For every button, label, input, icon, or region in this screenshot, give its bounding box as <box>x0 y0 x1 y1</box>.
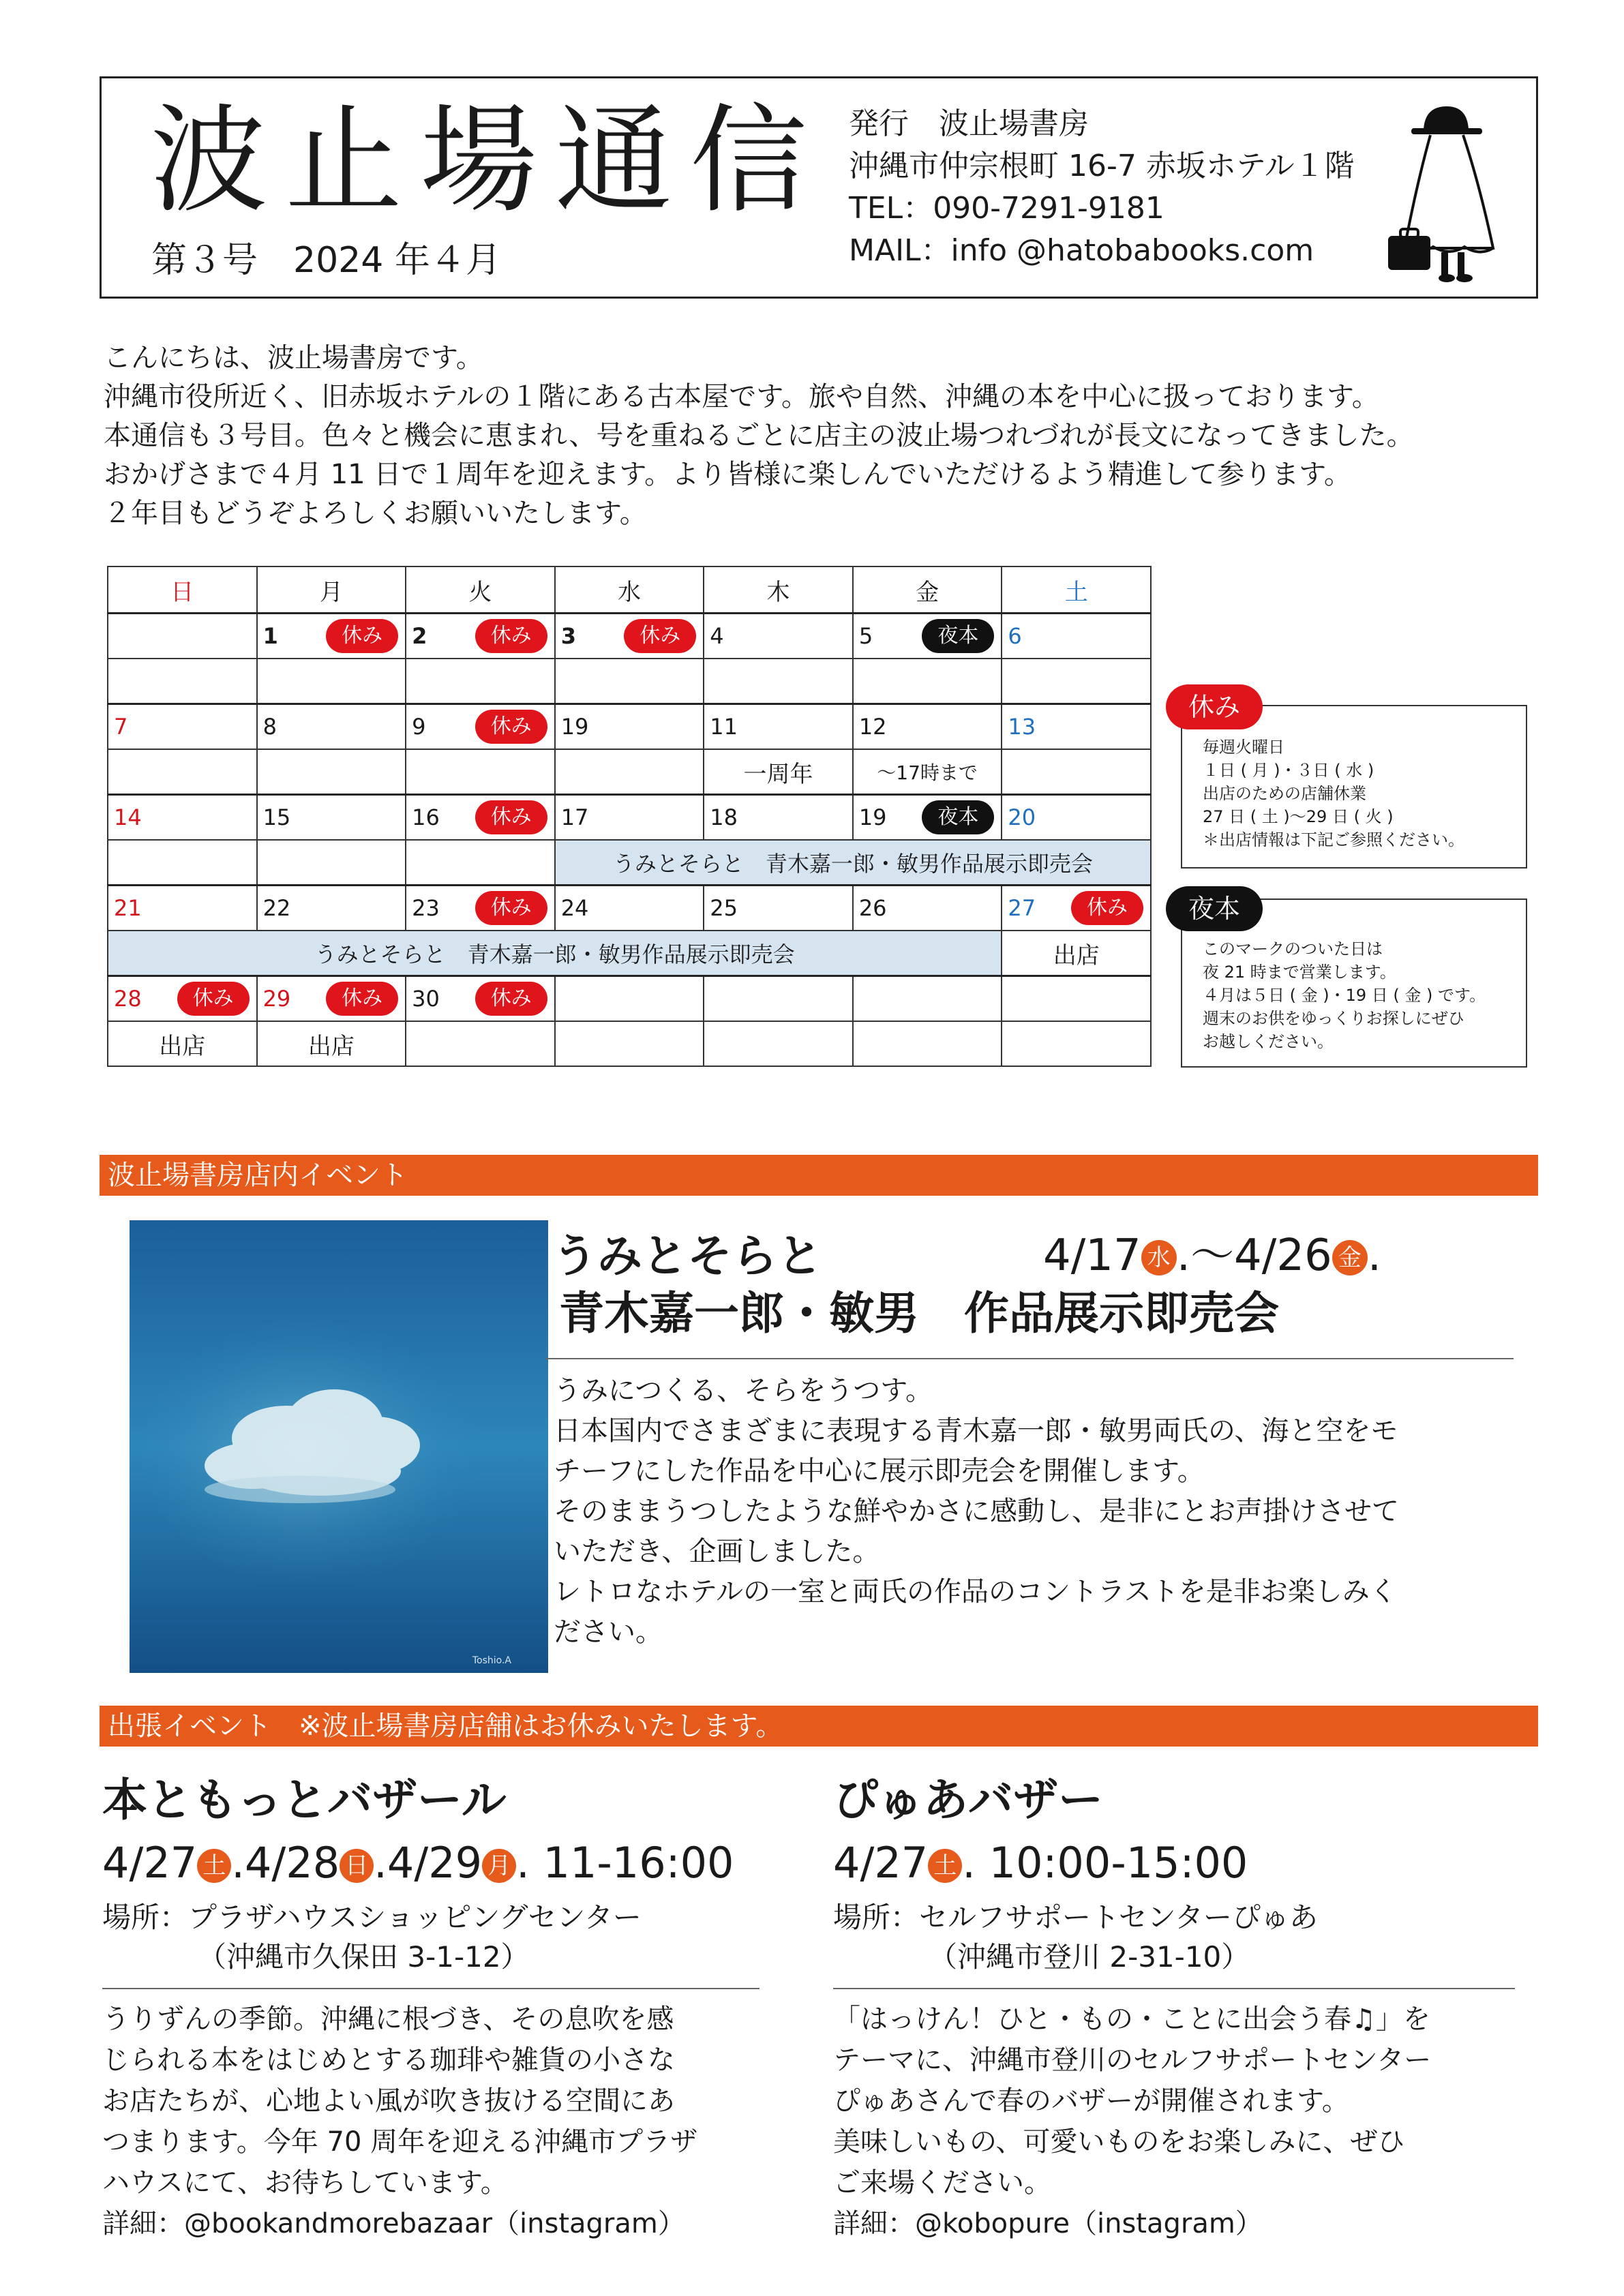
weekday-circle: 月 <box>482 1849 516 1883</box>
closed-mark: 休み <box>475 710 547 744</box>
day-cell <box>108 704 257 750</box>
exhibition-span: うみとそらと 青木嘉一郎・敏男作品展示即売会 <box>555 840 1151 886</box>
weekday-circle: 金 <box>1332 1240 1368 1275</box>
legend-line: ４月は５日 ( 金 )・19 日 ( 金 ) です。 <box>1203 986 1486 1005</box>
day-cell <box>257 886 406 931</box>
week-row <box>108 795 1151 841</box>
day-cell <box>704 704 853 750</box>
date-tail: . <box>1367 1230 1382 1281</box>
day-cell <box>853 704 1002 750</box>
divider <box>102 1988 760 1989</box>
outing-note: 出店 <box>1002 931 1151 976</box>
note-row <box>108 659 1151 704</box>
exhibition-body-line: うみにつくる、そらをうつす。 <box>554 1375 933 1406</box>
intro-line: 本通信も３号目。色々と機会に恵まれ、号を重ねるごとに店主の波止場つれづれが長文になってきました。 <box>104 420 1414 451</box>
day-cell <box>257 976 406 1022</box>
note-row <box>108 931 1151 976</box>
day-cell <box>257 614 406 659</box>
day-cell <box>704 886 853 931</box>
legend-line: ＊出店情報は下記ご参照ください。 <box>1203 830 1464 849</box>
exhibition-span: うみとそらと 青木嘉一郎・敏男作品展示即売会 <box>108 931 1002 976</box>
exhibition-body-line: 日本国内でさまざまに表現する青木嘉一郎・敏男両氏の、海と空をモ <box>554 1415 1398 1447</box>
pure-body-line: 美味しいもの、可愛いものをお楽しみに、ぜひ <box>833 2126 1405 2158</box>
day-cell <box>704 795 853 841</box>
pure-body-line: ぴゅあさんで春のバザーが開催されます。 <box>833 2085 1349 2117</box>
weekday-circle: 土 <box>928 1849 962 1883</box>
bazaar-dates <box>102 1838 734 1888</box>
legend-line: 週末のお供をゆっくりお探しにぜひ <box>1203 1009 1464 1028</box>
painting-signature: Toshio.A <box>472 1655 511 1666</box>
weekday-mon: 月 <box>257 567 406 614</box>
exhibition-body-line: レトロなホテルの一室と両氏の作品のコントラストを是非お楽しみく <box>554 1576 1397 1607</box>
legend-line: １日 ( 月 )・３日 ( 水 ) <box>1203 761 1374 780</box>
night-legend-tag: 夜本 <box>1166 886 1263 931</box>
note-row <box>108 840 1151 886</box>
day-cell <box>108 614 257 659</box>
closed-legend-tag: 休み <box>1166 684 1263 729</box>
day-number: 30 <box>412 986 440 1012</box>
time: . 10:00-15:00 <box>962 1838 1248 1888</box>
pure-body-line: ご来場ください。 <box>833 2167 1051 2199</box>
pure-bazaar-title: ぴゅあバザー <box>833 1774 1103 1826</box>
day-number: 17 <box>560 804 589 830</box>
day-number: 1 <box>262 623 278 649</box>
outing-note: 出店 <box>108 1021 257 1066</box>
day-cell <box>108 886 257 931</box>
until-17-note: ～17時まで <box>853 749 1002 795</box>
note-row <box>108 1021 1151 1066</box>
weekday-sun: 日 <box>108 567 257 614</box>
exhibition-body-line: チーフにした作品を中心に展示即売会を開催します。 <box>554 1455 1205 1487</box>
bazaar-body-line: じられる本をはじめとする珈琲や雑貨の小さな <box>102 2044 675 2076</box>
day-number: 12 <box>858 714 887 740</box>
pure-instagram[interactable]: 詳細：@kobopure（instagram） <box>833 2208 1263 2239</box>
exhibition-dates <box>1043 1230 1382 1281</box>
date: 4/27 <box>102 1838 198 1888</box>
intro-line: 沖縄市役所近く、旧赤坂ホテルの１階にある古本屋です。旅や自然、沖縄の本を中心に扱っております。 <box>104 381 1379 412</box>
intro-line: ２年目もどうぞよろしくお願いいたします。 <box>104 498 647 529</box>
day-number: 14 <box>114 804 142 830</box>
legend-line: 27 日 ( 土 )～29 日 ( 火 ) <box>1203 807 1394 826</box>
legend-line: 出店のための店舗休業 <box>1203 784 1366 803</box>
day-cell <box>257 795 406 841</box>
intro-line: こんにちは、波止場書房です。 <box>104 342 483 374</box>
closed-mark: 休み <box>475 800 547 834</box>
day-number: 22 <box>262 895 291 921</box>
pure-bazaar-address: （沖縄市登川 2-31-10） <box>929 1940 1250 1974</box>
outing-note: 出店 <box>257 1021 406 1066</box>
publisher: 発行 波止場書房 <box>849 106 1089 141</box>
bazaar-instagram[interactable]: 詳細：@bookandmorebazaar（instagram） <box>102 2208 685 2239</box>
time: . 11-16:00 <box>516 1838 734 1888</box>
day-cell <box>555 795 704 841</box>
weekday-circle: 日 <box>340 1849 374 1883</box>
closed-mark: 休み <box>326 982 398 1016</box>
day-number: 21 <box>114 895 142 921</box>
day-cell <box>1002 614 1151 659</box>
bazaar-title: 本ともっとバザール <box>102 1774 507 1826</box>
day-number: 16 <box>412 804 440 830</box>
weekday-fri: 金 <box>853 567 1002 614</box>
week-row <box>108 614 1151 659</box>
phone[interactable]: TEL：090-7291-9181 <box>849 191 1164 226</box>
day-cell <box>1002 704 1151 750</box>
closed-mark: 休み <box>475 982 547 1016</box>
legend-line: 夜 21 時まで営業します。 <box>1203 963 1396 982</box>
day-cell <box>406 886 555 931</box>
closed-mark: 休み <box>624 619 696 653</box>
day-cell <box>704 614 853 659</box>
divider <box>545 1358 1514 1359</box>
legend-line: お越しください。 <box>1203 1032 1334 1051</box>
day-number: 8 <box>262 714 277 740</box>
bazaar-body-line: ハウスにて、お待ちしています。 <box>102 2167 508 2199</box>
day-number: 13 <box>1008 714 1036 740</box>
day-number: 19 <box>560 714 589 740</box>
day-cell <box>853 614 1002 659</box>
anniversary-note: 一周年 <box>704 749 853 795</box>
instore-event-bar: 波止場書房店内イベント <box>100 1155 1538 1196</box>
divider <box>833 1988 1515 1989</box>
night-mark: 夜本 <box>922 800 994 834</box>
sky-painting-image <box>130 1220 548 1673</box>
day-cell <box>555 614 704 659</box>
email[interactable]: MAIL：info @hatobabooks.com <box>849 233 1314 268</box>
day-number: 23 <box>412 895 440 921</box>
day-number: 6 <box>1008 623 1022 649</box>
weekday-header <box>108 567 1151 614</box>
day-cell <box>853 886 1002 931</box>
day-cell <box>555 976 704 1022</box>
legend-line: 毎週火曜日 <box>1203 738 1284 757</box>
day-number: 11 <box>710 714 738 740</box>
day-number: 27 <box>1008 895 1036 921</box>
week-row <box>108 704 1151 750</box>
address: 沖縄市仲宗根町 16-7 赤坂ホテル１階 <box>849 149 1355 183</box>
day-cell <box>406 614 555 659</box>
day-cell <box>257 704 406 750</box>
day-number: 3 <box>560 623 576 649</box>
weekday-sat: 土 <box>1002 567 1151 614</box>
day-cell <box>1002 976 1151 1022</box>
bazaar-body-line: お店たちが、心地よい風が吹き抜ける空間にあ <box>102 2085 675 2117</box>
exhibition-body-line: ださい。 <box>554 1616 663 1648</box>
closed-mark: 休み <box>326 619 398 653</box>
week-row <box>108 886 1151 931</box>
bazaar-address: （沖縄市久保田 3-1-12） <box>198 1940 530 1974</box>
date-end: .～4/26 <box>1176 1230 1332 1281</box>
day-number: 28 <box>114 986 142 1012</box>
bazaar-place: 場所：プラザハウスショッピングセンター <box>102 1901 642 1934</box>
day-number: 2 <box>412 623 427 649</box>
intro-line: おかげさまで４月 11 日で１周年を迎えます。より皆様に楽しんでいただけるよう精進して参ります。 <box>104 459 1351 490</box>
bazaar-body-line: つまります。今年 70 周年を迎える沖縄市プラザ <box>102 2126 698 2158</box>
day-cell <box>555 704 704 750</box>
day-number: 15 <box>262 804 291 830</box>
legend-line: このマークのついた日は <box>1203 939 1383 958</box>
day-cell <box>406 976 555 1022</box>
weekday-tue: 火 <box>406 567 555 614</box>
date-start: 4/17 <box>1043 1230 1141 1281</box>
day-cell <box>108 795 257 841</box>
weekday-wed: 水 <box>555 567 704 614</box>
newsletter-title: 波止場通信 <box>150 92 825 229</box>
day-number: 5 <box>858 623 873 649</box>
day-cell <box>1002 886 1151 931</box>
exhibition-body-line: そのままうつしたような鮮やかさに感動し、是非にとお声掛けさせて <box>554 1496 1399 1527</box>
exhibition-title: うみとそらと <box>552 1230 822 1282</box>
weekday-thu: 木 <box>704 567 853 614</box>
closed-mark: 休み <box>475 619 547 653</box>
bazaar-body-line: うりずんの季節。沖縄に根づき、その息吹を感 <box>102 2004 674 2035</box>
week-row <box>108 976 1151 1022</box>
day-number: 9 <box>412 714 426 740</box>
note-row <box>108 749 1151 795</box>
day-number: 20 <box>1008 804 1036 830</box>
exhibition-subtitle: 青木嘉一郎・敏男 作品展示即売会 <box>559 1287 1279 1340</box>
day-cell <box>108 976 257 1022</box>
date: .4/29 <box>374 1838 483 1888</box>
pure-body-line: 「はっけん！ひと・もの・ことに出会う春♫」を <box>833 2004 1430 2035</box>
closed-mark: 休み <box>1071 891 1143 925</box>
day-cell <box>406 704 555 750</box>
day-number: 25 <box>710 895 738 921</box>
day-number: 18 <box>710 804 738 830</box>
day-number: 7 <box>114 714 128 740</box>
day-number: 19 <box>858 804 887 830</box>
day-cell <box>555 886 704 931</box>
day-number: 29 <box>262 986 291 1012</box>
pure-body-line: テーマに、沖縄市登川のセルフサポートセンター <box>833 2044 1432 2076</box>
day-number: 26 <box>858 895 887 921</box>
issue-info: 第３号 2024 年４月 <box>151 240 501 281</box>
pure-bazaar-place: 場所：セルフサポートセンターぴゅあ <box>833 1901 1319 1934</box>
closed-mark: 休み <box>475 891 547 925</box>
mascot-icon <box>1384 102 1507 286</box>
closed-mark: 休み <box>177 982 250 1016</box>
pure-bazaar-dates <box>833 1838 1248 1888</box>
date: 4/27 <box>833 1838 929 1888</box>
date: .4/28 <box>231 1838 340 1888</box>
day-cell <box>1002 795 1151 841</box>
weekday-circle: 土 <box>197 1849 231 1883</box>
day-number: 4 <box>710 623 724 649</box>
day-cell <box>704 976 853 1022</box>
day-number: 24 <box>560 895 589 921</box>
exhibition-body-line: いただき、企画しました。 <box>554 1536 880 1567</box>
night-mark: 夜本 <box>922 619 994 653</box>
day-cell <box>853 795 1002 841</box>
day-cell <box>406 795 555 841</box>
weekday-circle: 水 <box>1141 1240 1177 1275</box>
april-calendar <box>107 566 1152 1067</box>
day-cell <box>853 976 1002 1022</box>
outing-event-bar: 出張イベント ※波止場書房店舗はお休みいたします。 <box>100 1706 1538 1747</box>
